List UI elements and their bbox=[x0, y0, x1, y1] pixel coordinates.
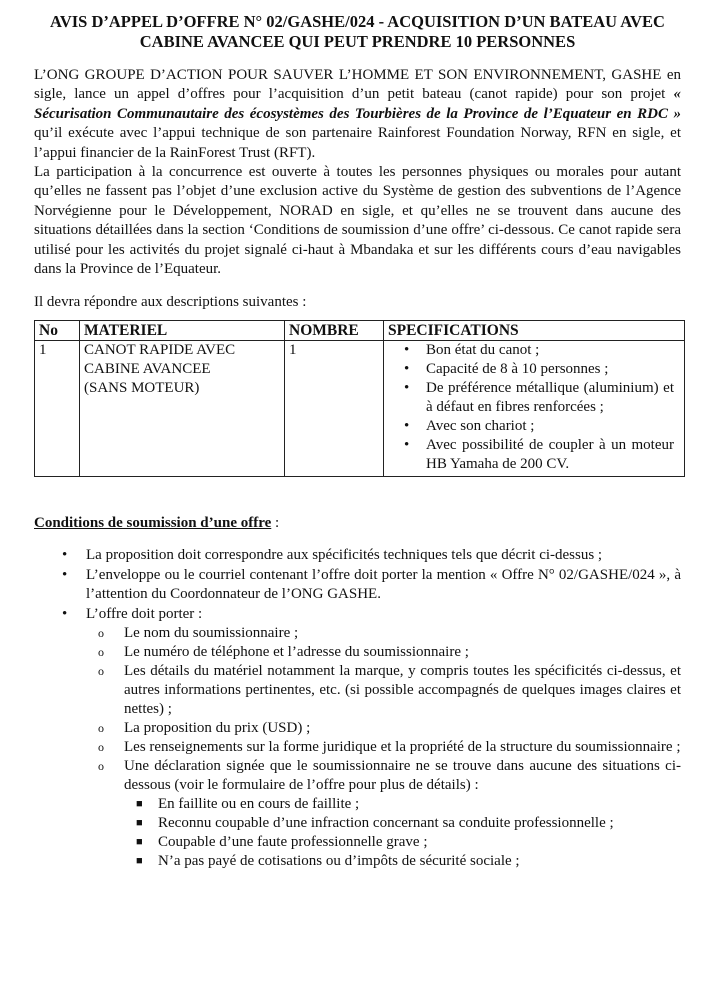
cell-no: 1 bbox=[35, 341, 80, 477]
project-name: « Sécurisation Communautaire des écosystèmes des Tourbières de la Province de l’Equateur en RDC » bbox=[34, 86, 681, 122]
table-lead: Il devra répondre aux descriptions suivantes : bbox=[34, 294, 307, 311]
intro-paragraph-1 bbox=[34, 66, 681, 163]
subitem-text: Une déclaration signée que le soumissionnaire ne se trouve dans aucune des situations ci-dessous (voir le formulaire de l’offre pour plus de détails) : bbox=[124, 758, 681, 794]
intro-paragraph-2: La participation à la concurrence est ouverte à toutes les personnes physiques ou morales pour autant qu’elles ne fassent pas l’objet d’une exclusion active du Système de gestion des subventions de l’Agence Norvégienne pour le Développement, NORAD en sigle, et qu’elles ne se trouvent dans aucune des situations détaillées dans la section ‘Conditions de soumission d’une offre’ ci-dessous. Ce canot rapide sera utilisé pour les activités du projet signalé ci-haut à Mbandaka et sur les différents cours d’eau navigables dans la Province de l’Equateur. bbox=[34, 164, 681, 278]
materiel-line: CABINE AVANCEE bbox=[84, 361, 211, 378]
header-materiel: MATERIEL bbox=[80, 321, 285, 341]
list-item bbox=[98, 719, 681, 738]
intro-text-a: L’ONG GROUPE D’ACTION POUR SAUVER L’HOMME ET SON ENVIRONNEMENT, GASHE en sigle, lance un appel d’offres pour l’acquisition d’un petit bateau (canot rapide) pour son projet bbox=[34, 67, 681, 103]
cell-nombre: 1 bbox=[285, 341, 384, 477]
materiel-line: (SANS MOTEUR) bbox=[84, 380, 200, 397]
subitem-text: Le nom du soumissionnaire ; bbox=[124, 625, 299, 642]
exclusion-text: Reconnu coupable d’une infraction concernant sa conduite professionnelle ; bbox=[158, 815, 614, 832]
spec-item: • De préférence métallique (aluminium) et à défaut en fibres renforcées ; bbox=[426, 379, 674, 417]
table-header-row bbox=[35, 321, 685, 341]
header-no: No bbox=[35, 321, 80, 341]
exclusion-list bbox=[124, 795, 681, 871]
circle-bullet-icon: o bbox=[98, 645, 104, 660]
circle-bullet-icon: o bbox=[98, 626, 104, 641]
page-title bbox=[34, 12, 681, 52]
condition-text: L’offre doit porter : bbox=[86, 606, 203, 623]
condition-text: La proposition doit correspondre aux spécificités techniques tels que décrit ci-dessus ; bbox=[86, 547, 603, 564]
spec-list bbox=[384, 341, 680, 476]
list-item bbox=[136, 852, 681, 871]
list-item bbox=[98, 643, 681, 662]
conditions-heading bbox=[34, 515, 681, 532]
intro-text-c: qu’il exécute avec l’appui technique de son partenaire Rainforest Foundation Norway, RFN en sigle, et l’appui financier de la RainForest Trust (RFT). bbox=[34, 125, 681, 161]
table-row bbox=[35, 341, 685, 477]
offer-contents-list bbox=[86, 624, 681, 871]
list-item bbox=[98, 662, 681, 719]
list-item bbox=[62, 605, 681, 871]
exclusion-text: En faillite ou en cours de faillite ; bbox=[158, 796, 360, 813]
list-item bbox=[62, 546, 681, 565]
subitem-text: Le numéro de téléphone et l’adresse du soumissionnaire ; bbox=[124, 644, 469, 661]
spec-item: • Avec possibilité de coupler à un moteur HB Yamaha de 200 CV. bbox=[426, 436, 674, 474]
square-bullet-icon: ■ bbox=[136, 817, 143, 830]
conditions-title: Conditions de soumission d’une offre bbox=[34, 515, 272, 532]
spec-item: • Avec son chariot ; bbox=[426, 417, 674, 436]
circle-bullet-icon: o bbox=[98, 664, 104, 679]
bullet-icon: • bbox=[62, 606, 68, 623]
bullet-icon: • bbox=[62, 567, 68, 584]
list-item bbox=[98, 624, 681, 643]
header-specifications: SPECIFICATIONS bbox=[384, 321, 685, 341]
square-bullet-icon: ■ bbox=[136, 798, 143, 811]
subitem-text: Les renseignements sur la forme juridique et la propriété de la structure du soumissionnaire ; bbox=[124, 739, 681, 756]
circle-bullet-icon: o bbox=[98, 740, 104, 755]
circle-bullet-icon: o bbox=[98, 721, 104, 736]
square-bullet-icon: ■ bbox=[136, 836, 143, 849]
exclusion-text: Coupable d’une faute professionnelle grave ; bbox=[158, 834, 428, 851]
conditions-title-suffix: : bbox=[271, 515, 280, 532]
spec-item: • Capacité de 8 à 10 personnes ; bbox=[426, 360, 674, 379]
condition-text: L’enveloppe ou le courriel contenant l’offre doit porter la mention « Offre N° 02/GASHE/024 », à l’attention du Coordonnateur de l’ONG GASHE. bbox=[86, 567, 681, 603]
title-line-1: AVIS D’APPEL D’OFFRE N° 02/GASHE/024 - ACQUISITION D’UN BATEAU AVEC bbox=[50, 12, 665, 31]
exclusion-text: N’a pas payé de cotisations ou d’impôts de sécurité sociale ; bbox=[158, 853, 520, 870]
list-item bbox=[136, 795, 681, 814]
list-item bbox=[98, 757, 681, 871]
materiel-line: CANOT RAPIDE AVEC bbox=[84, 342, 236, 359]
list-item bbox=[98, 738, 681, 757]
title-line-2: CABINE AVANCEE QUI PEUT PRENDRE 10 PERSONNES bbox=[139, 32, 576, 51]
header-nombre: NOMBRE bbox=[285, 321, 384, 341]
bullet-icon: • bbox=[62, 547, 68, 564]
subitem-text: Les détails du matériel notamment la marque, y compris toutes les spécificités ci-dessus, et autres informations pertinentes, etc. (si possible accompagnés de quelques images claires et nettes) ; bbox=[124, 663, 681, 718]
cell-specifications bbox=[384, 341, 685, 477]
spec-item: • Bon état du canot ; bbox=[426, 341, 674, 360]
specifications-table bbox=[34, 320, 685, 477]
conditions-list bbox=[34, 546, 681, 871]
subitem-text: La proposition du prix (USD) ; bbox=[124, 720, 311, 737]
list-item bbox=[136, 833, 681, 852]
list-item bbox=[62, 566, 681, 604]
circle-bullet-icon: o bbox=[98, 759, 104, 774]
list-item bbox=[136, 814, 681, 833]
square-bullet-icon: ■ bbox=[136, 855, 143, 868]
cell-materiel bbox=[80, 341, 285, 477]
